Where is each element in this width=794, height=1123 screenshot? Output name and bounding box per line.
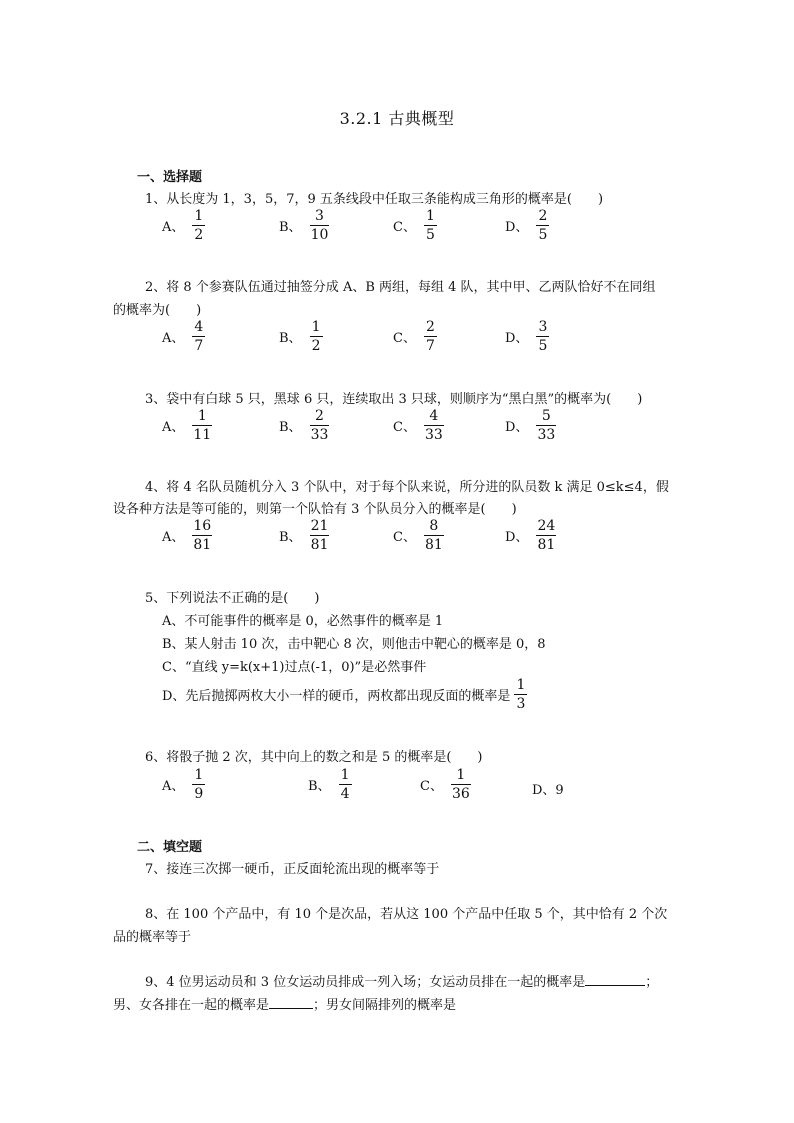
option-text: D、先后抛掷两枚大小一样的硬币，两枚都出现反面的概率是 [162,689,511,704]
fraction [536,519,556,552]
question-1-option-b [279,209,329,242]
question-9-text-part4: ；男女间隔排列的概率是 [313,998,457,1013]
question-9-text-part2: ； [645,975,659,990]
fraction [310,209,330,242]
numerator: 1 [194,208,204,224]
question-4-option-c [393,519,444,552]
question-2-option-c [393,320,437,353]
question-2-text-line2: 的概率为( ) [113,303,202,318]
denominator: 2 [310,336,323,353]
fraction [192,409,212,442]
denominator: 33 [310,427,329,443]
option-label: A、 [162,220,185,235]
numerator: 24 [537,518,556,534]
answer-blank-2[interactable] [269,1007,313,1009]
question-3-option-d [505,409,556,442]
question-2-option-b [279,320,323,353]
denominator: 81 [424,537,443,553]
question-4-option-a [162,519,212,552]
fraction [536,320,549,353]
denominator: 10 [310,227,329,243]
question-8-text-line1: 8、在 100 个产品中，有 10 个是次品，若从这 100 个产品中任取 5 个，其中恰有 2 个次 [145,907,668,922]
question-3-option-c [393,409,444,442]
fraction [192,320,205,353]
denominator: 4 [339,784,352,801]
fraction [192,209,205,242]
question-7-text: 7、接连三次掷一硬币，正反面轮流出现的概率等于 [145,862,440,877]
option-label: A、 [162,331,185,346]
question-6-option-a [162,768,205,801]
question-3-option-b [279,409,329,442]
question-4-option-d [505,519,556,552]
question-9-text-part3: 男、女各排在一起的概率是 [113,998,270,1013]
denominator: 5 [536,336,549,353]
answer-blank-1[interactable] [585,984,645,986]
numerator: 2 [538,208,548,224]
numerator: 4 [194,319,204,335]
fraction [310,409,330,442]
fraction [424,209,437,242]
numerator: 1 [197,408,207,424]
option-label: B、 [279,331,302,346]
question-1-option-d [505,209,549,242]
numerator: 8 [429,518,439,534]
question-5-option-c: C、“直线 y=k(x+1)过点(-1，0)”是必然事件 [162,660,427,675]
question-4-text-line2: 设各种方法是等可能的，则第一个队恰有 3 个队员分入的概率是( ) [113,502,517,517]
fraction [310,519,330,552]
page-title: 3.2.1 古典概型 [339,109,455,128]
question-9-line1 [145,971,658,990]
section-heading-fill: 二、填空题 [137,840,203,855]
numerator: 1 [516,677,526,693]
question-1-option-c [393,209,437,242]
question-6-option-d: D、9 [532,783,564,798]
fraction [192,519,212,552]
question-2-option-d [505,320,549,353]
question-4-text-line1: 4、将 4 名队员随机分入 3 个队中，对于每个队来说，所分进的队员数 k 满足 0≤k≤4，假 [145,480,669,495]
fraction [451,768,471,801]
numerator: 4 [429,408,439,424]
numerator: 16 [193,518,212,534]
question-6-option-b [308,768,352,801]
fraction [514,678,527,711]
option-label: C、 [393,331,416,346]
denominator: 7 [424,336,437,353]
denominator: 5 [536,225,549,242]
option-label: D、 [505,331,529,346]
option-label: B、 [279,530,302,545]
fraction [339,768,352,801]
numerator: 3 [538,319,548,335]
option-label: D、 [505,530,529,545]
option-label: A、 [162,530,185,545]
question-6-text: 6、将骰子抛 2 次，其中向上的数之和是 5 的概率是( ) [145,750,483,765]
numerator: 21 [310,518,329,534]
question-9-line2 [113,994,456,1013]
fraction [424,320,437,353]
question-3-option-a [162,409,212,442]
option-label: B、 [279,420,302,435]
option-label: C、 [393,420,416,435]
question-5-option-b: B、某人射击 10 次，击中靶心 8 次，则他击中靶心的概率是 0，8 [162,637,546,652]
option-label: D、 [505,420,529,435]
denominator: 5 [424,225,437,242]
numerator: 2 [315,408,324,424]
denominator: 3 [514,694,527,711]
fraction [424,409,444,442]
numerator: 1 [311,319,321,335]
denominator: 33 [537,427,556,443]
numerator: 5 [541,408,551,424]
numerator: 1 [194,767,204,783]
question-4-option-b [279,519,329,552]
fraction [192,768,205,801]
question-1-text: 1、从长度为 1，3，5，7，9 五条线段中任取三条能构成三角形的概率是( ) [145,192,604,207]
numerator: 3 [315,208,324,224]
fraction [536,209,549,242]
denominator: 2 [192,225,205,242]
denominator: 7 [192,336,205,353]
question-6-option-c [420,768,471,801]
denominator: 81 [537,537,556,553]
denominator: 33 [424,427,443,443]
denominator: 36 [451,786,470,802]
question-5-option-a: A、不可能事件的概率是 0，必然事件的概率是 1 [162,614,444,629]
fraction [536,409,556,442]
denominator: 9 [192,784,205,801]
denominator: 81 [310,537,329,553]
option-label: B、 [308,779,331,794]
section-heading-choice: 一、选择题 [137,170,203,185]
question-3-text: 3、袋中有白球 5 只，黑球 6 只，连续取出 3 只球，则顺序为“黑白黑”的概率为( ) [145,392,643,407]
option-label: C、 [420,779,443,794]
option-label: C、 [393,530,416,545]
option-label: A、 [162,420,185,435]
numerator: 2 [425,319,435,335]
fraction [424,519,444,552]
question-1-option-a [162,209,205,242]
question-8-text-line2: 品的概率等于 [113,930,192,945]
question-2-option-a [162,320,205,353]
option-label: D、 [505,220,529,235]
question-9-text-part1: 9、4 位男运动员和 3 位女运动员排成一列入场；女运动员排在一起的概率是 [145,975,586,990]
numerator: 1 [340,767,350,783]
numerator: 1 [456,767,466,783]
question-2-text-line1: 2、将 8 个参赛队伍通过抽签分成 A、B 两组，每组 4 队，其中甲、乙两队恰好不在同组 [145,280,656,295]
option-label: C、 [393,220,416,235]
numerator: 1 [425,208,435,224]
option-label: A、 [162,779,185,794]
denominator: 81 [193,537,212,553]
question-5-text: 5、下列说法不正确的是( ) [145,591,320,606]
option-label: B、 [279,220,302,235]
denominator: 11 [193,427,212,443]
fraction [310,320,323,353]
question-5-option-d [162,678,527,711]
